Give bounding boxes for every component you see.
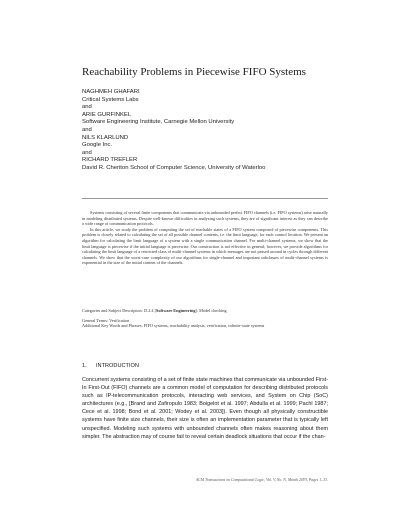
author-name: NILS KLARLUND xyxy=(82,134,129,141)
author-affiliation: Critical Systems Labs xyxy=(82,96,139,103)
section-number: 1. xyxy=(82,363,87,369)
author-name: RICHARD TREFLER xyxy=(82,157,138,164)
key-words: Additional Key Words and Phrases: FIFO systems, reachability analysis, verification, infinite-state systems xyxy=(82,323,265,329)
paper-title: Reachability Problems in Piecewise FIFO Systems xyxy=(82,66,306,78)
categories-suffix: ]: Model checking xyxy=(195,308,227,313)
author-separator: and xyxy=(82,126,92,133)
abstract xyxy=(82,210,328,266)
author-name: ARIE GURFINKEL xyxy=(82,111,132,118)
categories-bold: Software Engineering xyxy=(156,308,196,313)
author-separator: and xyxy=(82,104,92,111)
author-block xyxy=(82,89,382,173)
introduction-text: Concurrent systems consisting of a set of finite state machines that communicate via unbounded First-In First-Out (FIFO) channels are a common model of computation for describing distributed protocols such as IP-telecommunication protocols, interacting web services, and System on Chip (SoC) architectures (e.g., [Brand and Zafiropulo 1983; Boigelot et al. 1997; Abdulla et al. 1999; Pachl 1987; Cece et al. 1998; Bond et al. 2001; Wodey et al. 2003]). Even though all physically constructible systems have finite size channels, their size is often an implementation parameter that is typically left unspecified. Modeling such systems with unbounded channels often makes reasoning about them simpler. The abstraction may of course fail to reveal certain deadlock situations that occur if the chan- xyxy=(82,377,329,440)
abstract-paragraph: Systems consisting of several finite components that communicate via unbounded perfect FIFO channels (i.e. FIFO systems) arise naturally in modeling distributed systems. Despite well-known difficulties in analyzing such systems, they are of significant interest as they can describe a wide range of communication protocols. xyxy=(82,210,328,227)
abstract-paragraph: In this article, we study the problem of computing the set of reachable states of a FIFO system composed of piecewise components. This problem is closely related to calculating the set of all possible channel contents, i.e. the limit language, for each control location. We present an algorithm for calculating the limit language of a system with a single communication channel. For multi-channel systems, we show that the limit language is piecewise if the initial language is piecewise. Our construction is not effective in general; however, we provide algorithms for calculating the limit language of a restricted class of multi-channel systems in which messages are not passed around in cycles through different channels. We show that the worst-case complexity of our algorithms for single-channel and important subclasses of multi-channel systems is exponential in the size of the initial content of the channels. xyxy=(82,226,328,266)
section-heading xyxy=(82,363,328,369)
journal-footer: ACM Transactions on Computational Logic, Vol. V, No. N, Month 20YY, Pages 1–33. xyxy=(195,478,328,482)
author-name: NAGHMEH GHAFARI xyxy=(82,89,140,95)
categories-prefix: Categories and Subject Descriptors: D.2.4 [ xyxy=(82,308,157,313)
author-affiliation: David R. Cheriton School of Computer Science, University of Waterloo xyxy=(82,164,266,171)
author-affiliation: Google Inc. xyxy=(82,142,113,149)
classification-block xyxy=(82,308,328,329)
categories-line xyxy=(82,308,328,314)
author-affiliation: Software Engineering Institute, Carnegie Mellon University xyxy=(82,119,235,126)
header-divider xyxy=(82,198,328,199)
author-separator: and xyxy=(82,149,92,156)
section-title: INTRODUCTION xyxy=(96,363,139,369)
general-terms: General Terms: Verification xyxy=(82,317,130,323)
